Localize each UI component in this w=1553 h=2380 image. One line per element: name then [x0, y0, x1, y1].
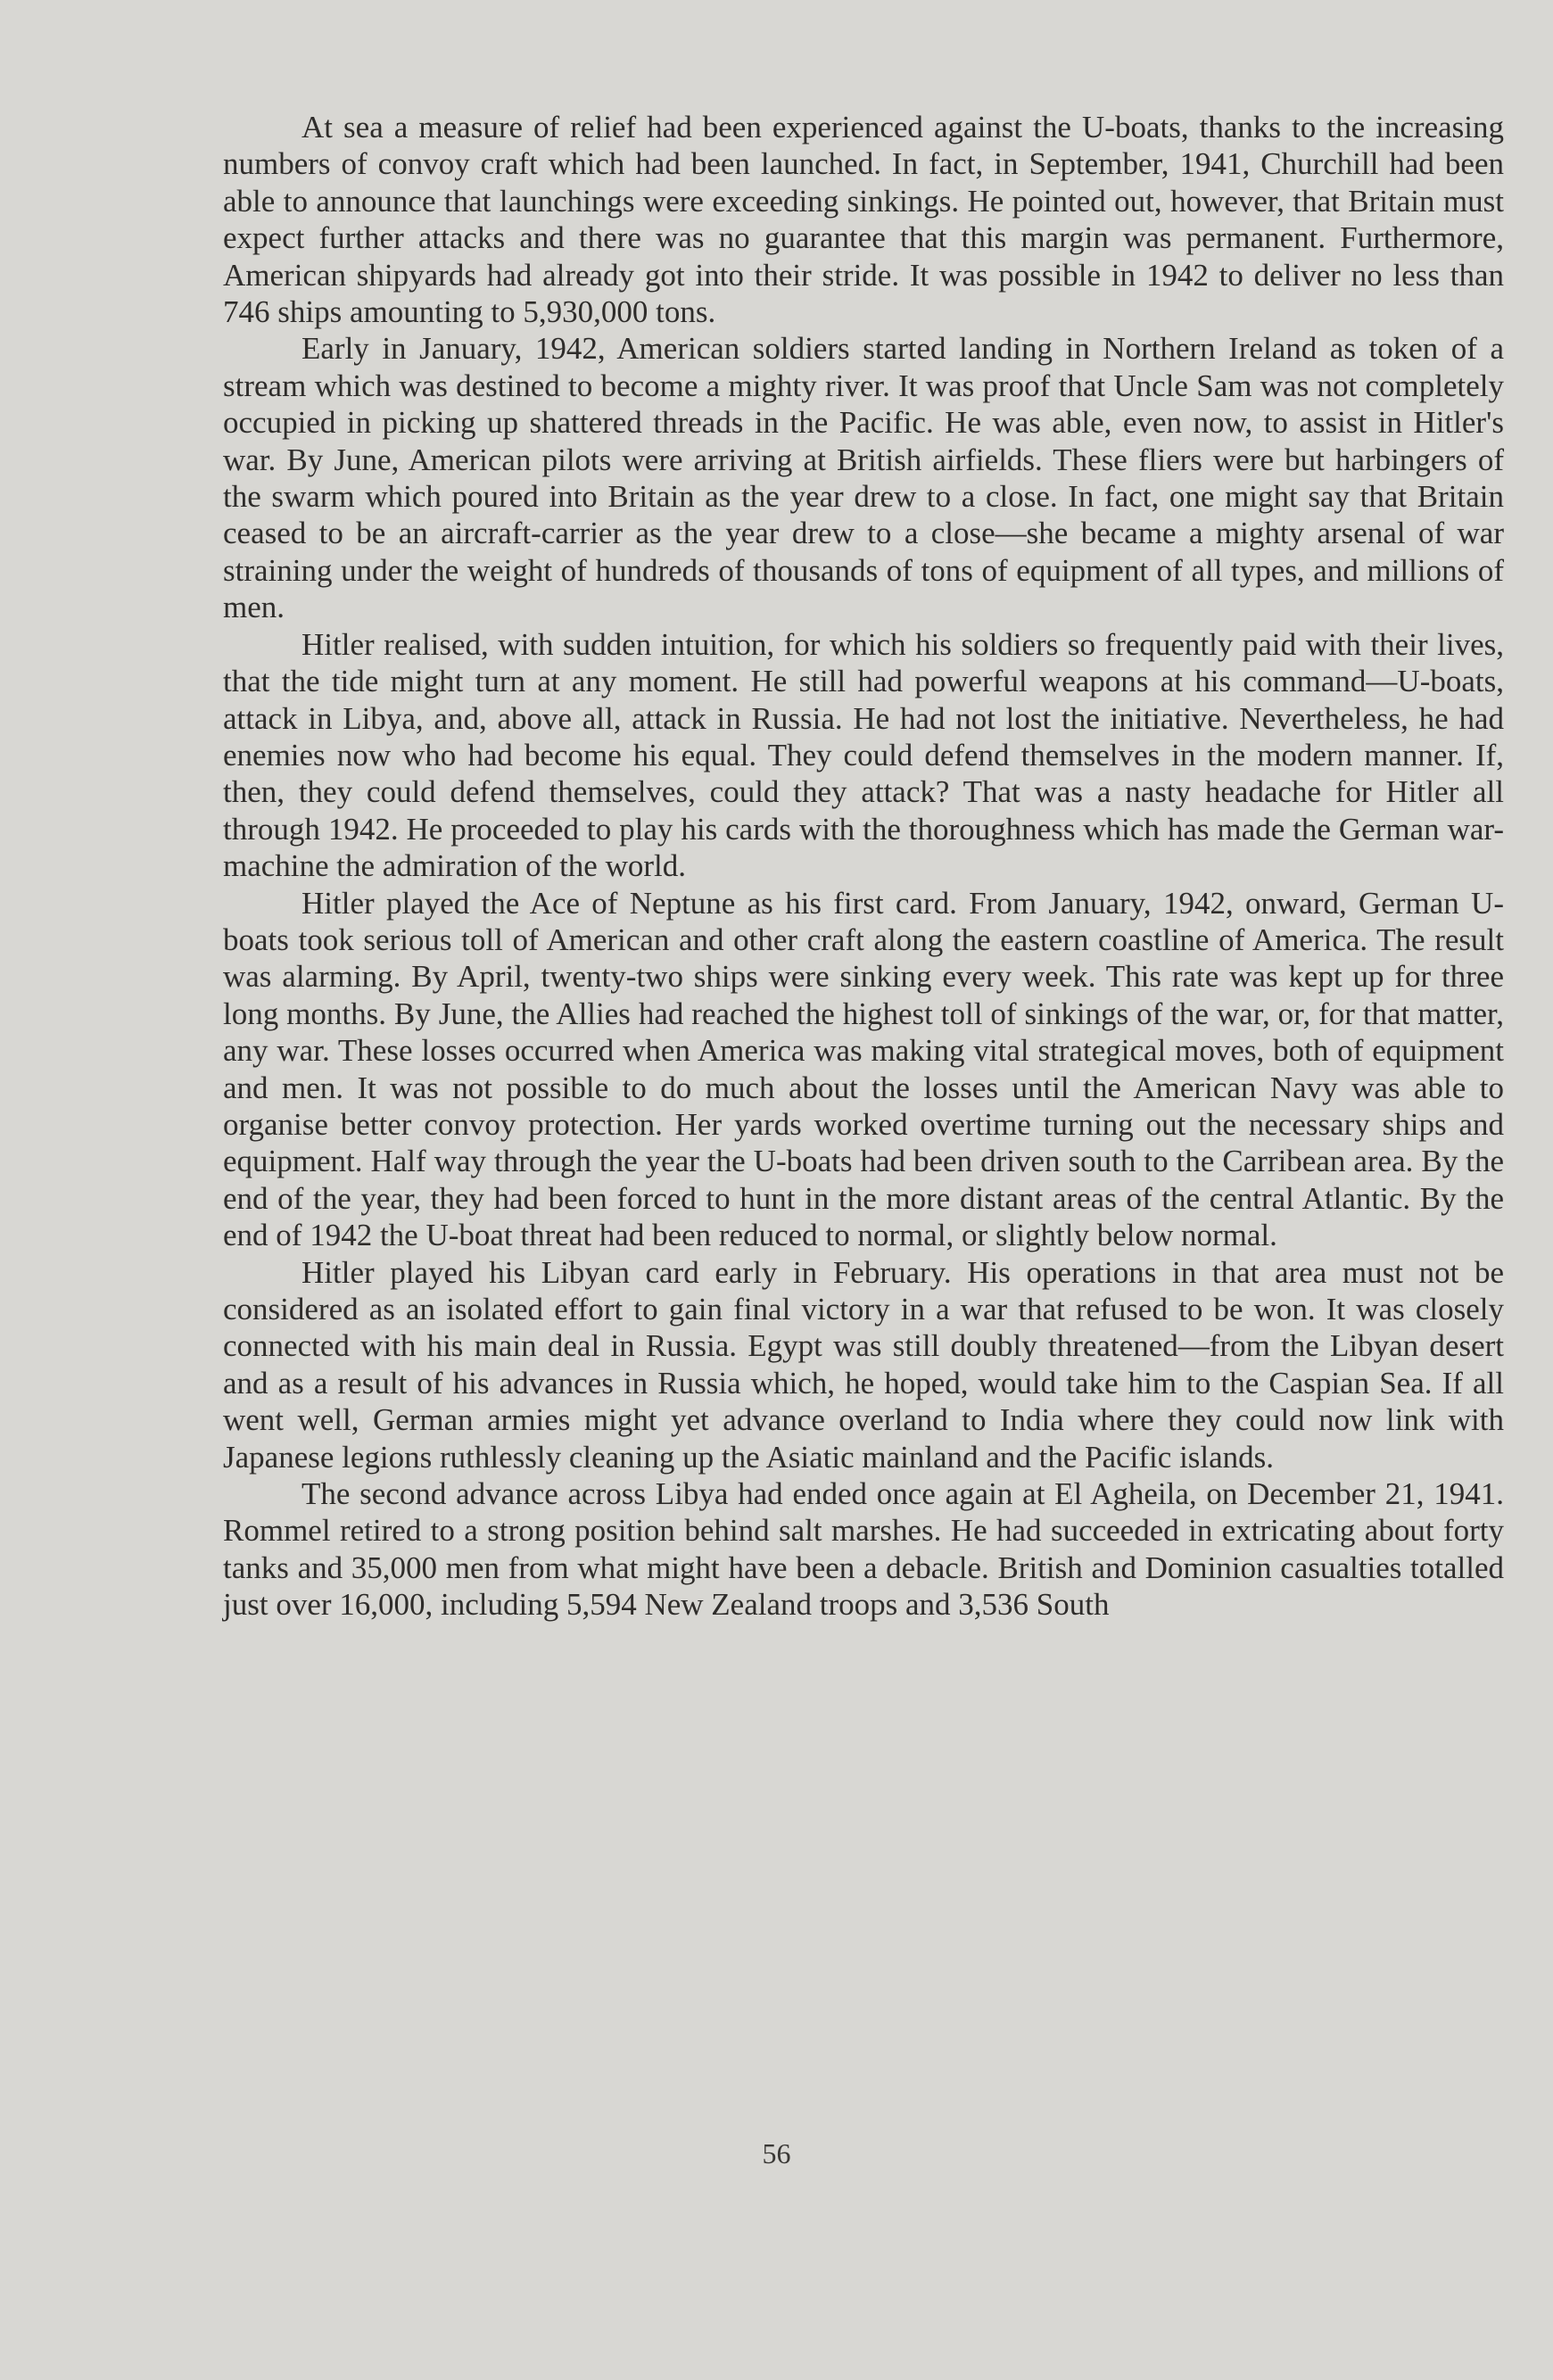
paragraph-5: Hitler played his Libyan card early in February. His operations in that area must not be considered as an isolated effort to gain final victory in a war that refused to be won. It was closely connected with his main deal in Russia. Egypt was still doubly threatened—from the Libyan desert and as a result of his advances in Russia which, he hoped, would take him to the Caspian Sea. If all went well, German armies might yet advance overland to India where they could now link with Japanese legions ruthlessly cleaning up the Asiatic mainland and the Pacific islands. — [223, 1254, 1504, 1475]
paragraph-4: Hitler played the Ace of Neptune as his first card. From January, 1942, onward, German U-boats took serious toll of American and other craft along the eastern coastline of America. The result was alarming. By April, twenty-two ships were sinking every week. This rate was kept up for three long months. By June, the Allies had reached the highest toll of sinkings of the war, or, for that matter, any war. These losses occurred when America was making vital strategical moves, both of equipment and men. It was not possible to do much about the losses until the American Navy was able to organise better convoy protection. Her yards worked overtime turning out the necessary ships and equipment. Half way through the year the U-boats had been driven south to the Carribean area. By the end of the year, they had been forced to hunt in the more distant areas of the central Atlantic. By the end of 1942 the U-boat threat had been reduced to normal, or slightly below normal. — [223, 885, 1504, 1253]
paragraph-1: At sea a measure of relief had been experienced against the U-boats, thanks to the increasing numbers of convoy craft which had been launched. In fact, in September, 1941, Churchill had been able to announce that launchings were exceeding sinkings. He pointed out, however, that Britain must expect further attacks and there was no guarantee that this margin was permanent. Furthermore, American shipyards had already got into their stride. It was possible in 1942 to deliver no less than 746 ships amounting to 5,930,000 tons. — [223, 110, 1504, 330]
paragraph-3: Hitler realised, with sudden intuition, for which his soldiers so frequently paid with their lives, that the tide might turn at any moment. He still had powerful weapons at his command—U-boats, attack in Libya, and, above all, attack in Russia. He had not lost the initiative. Nevertheless, he had enemies now who had become his equal. They could defend themselves in the modern manner. If, then, they could defend themselves, could they attack? That was a nasty headache for Hitler all through 1942. He proceeded to play his cards with the thoroughness which has made the German war-machine the admiration of the world. — [223, 626, 1504, 884]
body-text — [223, 109, 1504, 1624]
paragraph-6: The second advance across Libya had ended once again at El Agheila, on December 21, 1941. Rommel retired to a strong position behind salt marshes. He had succeeded in extricating about forty tanks and 35,000 men from what might have been a debacle. British and Dominion casualties totalled just over 16,000, including 5,594 New Zealand troops and 3,536 South — [223, 1476, 1504, 1623]
page-number: 56 — [762, 2137, 791, 2169]
paragraph-2: Early in January, 1942, American soldiers started landing in Northern Ireland as token of a stream which was destined to become a mighty river. It was proof that Uncle Sam was not completely occupied in picking up shattered threads in the Pacific. He was able, even now, to assist in Hitler's war. By June, American pilots were arriving at British airfields. These fliers were but harbingers of the swarm which poured into Britain as the year drew to a close. In fact, one might say that Britain ceased to be an aircraft-carrier as the year drew to a close—she became a mighty arsenal of war straining under the weight of hundreds of thousands of tons of equipment of all types, and millions of men. — [223, 331, 1504, 625]
